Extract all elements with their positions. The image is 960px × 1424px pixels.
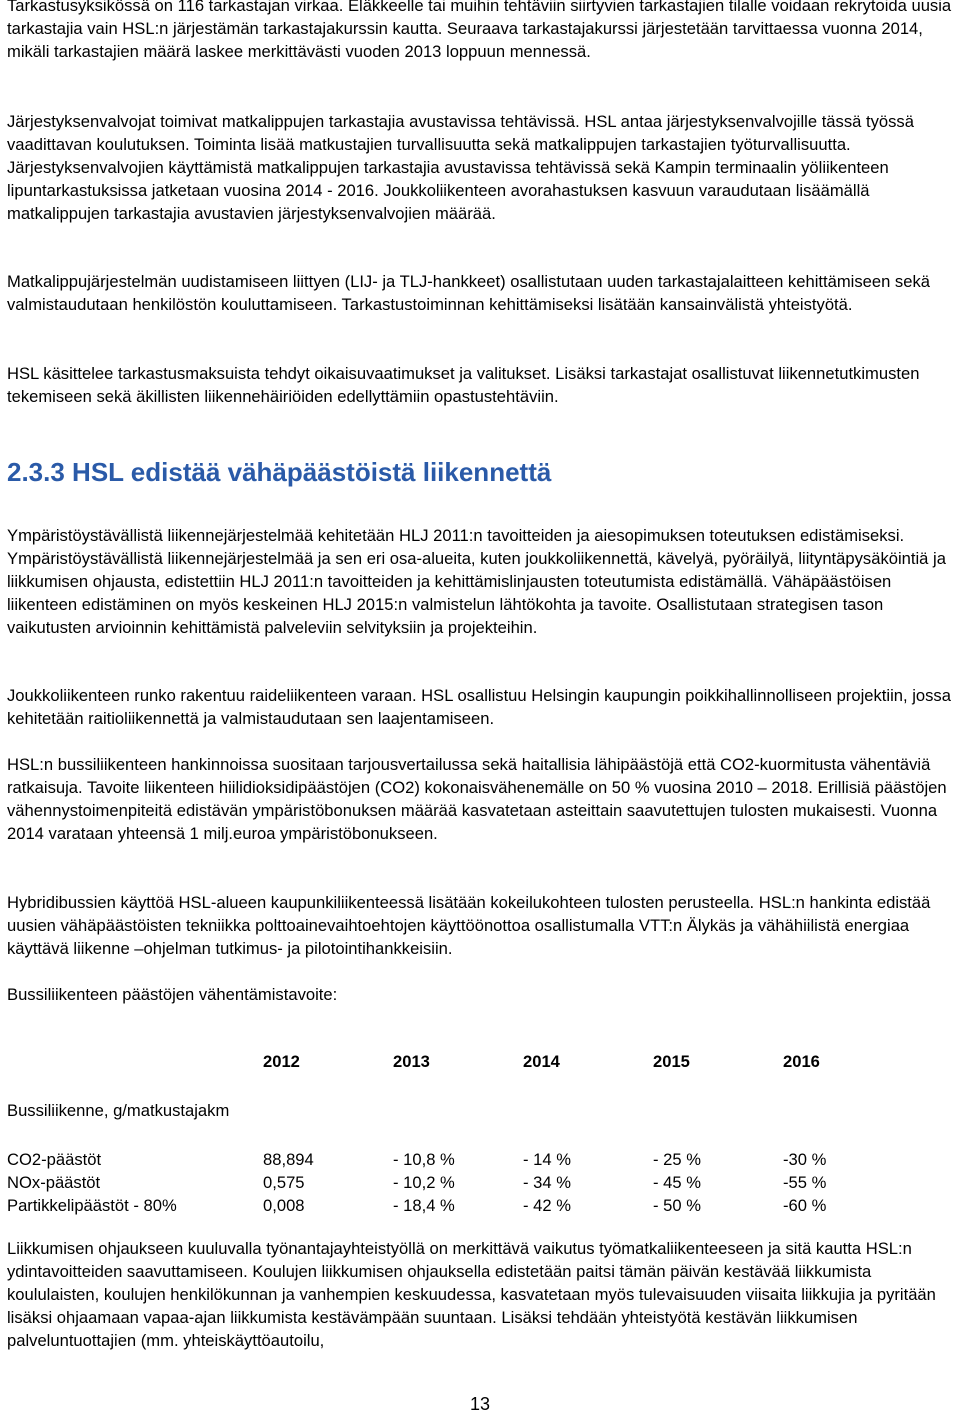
table-unit-label: Bussiliikenne, g/matkustajakm	[7, 1101, 230, 1120]
table-cell: - 14 %	[523, 1150, 571, 1169]
paragraph-inspectors: Tarkastusyksikössä on 116 tarkastajan virkaa. Eläkkeelle tai muihin tehtäviin siirtyvien tarkastajien tilalle voidaan rekrytoida uusia tarkastajia vain HSL:n järjestämän tarkastajakurssin kautta. Seuraava tarkastajakurssi järjestetään tarvittaessa vuonna 2014, mikäli tarkastajien määrä laskee merkittävästi vuoden 2013 loppuun mennessä.	[7, 0, 952, 61]
table-row-label: NOx-päästöt	[7, 1173, 101, 1192]
paragraph-security-guards: Järjestyksenvalvojat toimivat matkalippujen tarkastajia avustavissa tehtävissä. HSL antaa järjestyksenvalvojille tässä työssä vaadittavan koulutuksen. Toiminta lisää matkustajien turvallisuutta sekä matkalippujen tarkastajien työturvallisuutta. Järjestyksenvalvojien käyttämistä matkalippujen tarkastajia avustavissa tehtävissä sekä Kampin terminaalin yöliikenteen lipuntarkastuksissa jatketaan vuosina 2014 - 2016. Joukkoliikenteen avorahastuksen kasvuun varaudutaan lisäämällä matkalippujen tarkastajia avustavien järjestyksenvalvojien määrää.	[7, 112, 914, 223]
paragraph-rail: Joukkoliikenteen runko rakentuu raideliikenteen varaan. HSL osallistuu Helsingin kaupungin poikkihallinnolliseen projektiin, jossa kehitetään raitioliikennettä ja valmistaudutaan sen laajentamiseen.	[7, 686, 951, 728]
table-header-row	[7, 1050, 903, 1073]
paragraph-appeals: HSL käsittelee tarkastusmaksuista tehdyt oikaisuvaatimukset ja valitukset. Lisäksi tarkastajat osallistuvat liikennetutkimusten tekemiseen sekä äkillisten liikennehäiriöiden edellyttämiin opastustehtäviin.	[7, 364, 920, 406]
table-cell: - 10,8 %	[393, 1150, 455, 1169]
table-header-year: 2015	[653, 1052, 690, 1071]
paragraph-ticket-system: Matkalippujärjestelmän uudistamiseen liittyen (LIJ- ja TLJ-hankkeet) osallistutaan uuden tarkastajalaitteen kehittämiseen sekä valmistaudutaan henkilöstön kouluttamiseen. Tarkastustoiminnan kehittämiseksi lisätään kansainvälistä yhteistyötä.	[7, 272, 930, 314]
section-heading: 2.3.3 HSL edistää vähäpäästöistä liikennettä	[7, 457, 552, 487]
emission-target-table	[7, 1050, 903, 1217]
table-cell: - 18,4 %	[393, 1196, 455, 1215]
table-row	[7, 1148, 903, 1171]
table-cell: 0,008	[263, 1196, 305, 1215]
table-cell: - 45 %	[653, 1173, 701, 1192]
table-cell: - 25 %	[653, 1150, 701, 1169]
table-header-empty	[7, 1050, 263, 1073]
table-unit-row	[7, 1073, 903, 1148]
table-row-label: CO2-päästöt	[7, 1150, 102, 1169]
table-header-year: 2014	[523, 1052, 560, 1071]
table-header-year: 2013	[393, 1052, 430, 1071]
paragraph-emission-target-intro: Bussiliikenteen päästöjen vähentämistavoite:	[7, 985, 338, 1004]
table-cell: - 34 %	[523, 1173, 571, 1192]
paragraph-bus-procurement: HSL:n bussiliikenteen hankinnoissa suositaan tarjousvertailussa sekä haitallisia lähipäästöjä että CO2-kuormitusta vähentäviä ratkaisuja. Tavoite liikenteen hiilidioksidipäästöjen (CO2) kokonaisvähenemälle on 50 % vuosina 2010 – 2018. Erillisiä päästöjen vähennystoimenpiteitä edistävän ympäristöbonuksen määrää kasvatetaan asteittain saavutettujen tulosten mukaisesti. Vuonna 2014 varataan yhteensä 1 milj.euroa ympäristöbonukseen.	[7, 755, 947, 843]
paragraph-environment: Ympäristöystävällistä liikennejärjestelmää kehitetään HLJ 2011:n tavoitteiden ja aiesopimuksen toteutuksen edistämiseksi. Ympäristöystävällistä liikennejärjestelmää ja sen eri osa-alueita, kuten joukkoliikennettä, kävelyä, pyöräilyä, liityntäpysäköintiä ja liikkumisen ohjausta, edistettiin HLJ 2011:n tavoitteiden ja kehittämislinjausten toteutumista edistämällä. Vähäpäästöisen liikenteen edistäminen on myös keskeinen HLJ 2015:n valmistelun lähtökohta ja tavoite. Osallistutaan strategisen tason vaikutusten arvioinnin kehittämistä palveleviin selvityksiin ja projekteihin.	[7, 526, 946, 637]
table-cell: -60 %	[783, 1196, 827, 1215]
table-cell: -30 %	[783, 1150, 827, 1169]
table-row-label: Partikkelipäästöt - 80%	[7, 1196, 177, 1215]
table-cell: 0,575	[263, 1173, 305, 1192]
table-row	[7, 1171, 903, 1194]
table-cell: - 10,2 %	[393, 1173, 455, 1192]
table-cell: - 50 %	[653, 1196, 701, 1215]
table-row	[7, 1194, 903, 1217]
paragraph-mobility-management: Liikkumisen ohjaukseen kuuluvalla työnantajayhteistyöllä on merkittävä vaikutus työmatkaliikenteeseen ja sitä kautta HSL:n ydintavoitteiden saavuttamiseen. Koulujen liikkumisen ohjauksella edistetään paitsi tämän päivän kestävää liikkumista koululaisten, koulujen henkilökunnan ja vanhempien keskuudessa, kasvatetaan myös tulevaisuuden viisaita liikkujia ja pyritään lisäksi ohjaamaan vapaa-ajan liikkumista kestävämpään suuntaan. Lisäksi tehdään yhteistyötä kestävän liikkumisen palveluntuottajien (mm. yhteiskäyttöautoilu,	[7, 1239, 936, 1350]
table-cell: 88,894	[263, 1150, 314, 1169]
paragraph-hybrid-buses: Hybridibussien käyttöä HSL-alueen kaupunkiliikenteessä lisätään kokeilukohteen tulosten perusteella. HSL:n hankinta edistää uusien vähäpäästöisten tekniikka polttoainevaihtoehtojen käyttöönottoa osallistumalla VTT:n Älykäs ja vähähiilistä energiaa käyttävä liikenne –ohjelman tutkimus- ja pilotointihankkeisiin.	[7, 893, 931, 958]
table-cell: - 42 %	[523, 1196, 571, 1215]
table-header-year: 2012	[263, 1052, 300, 1071]
table-cell: -55 %	[783, 1173, 827, 1192]
table-header-year: 2016	[783, 1052, 820, 1071]
page-number: 13	[469, 1394, 491, 1414]
